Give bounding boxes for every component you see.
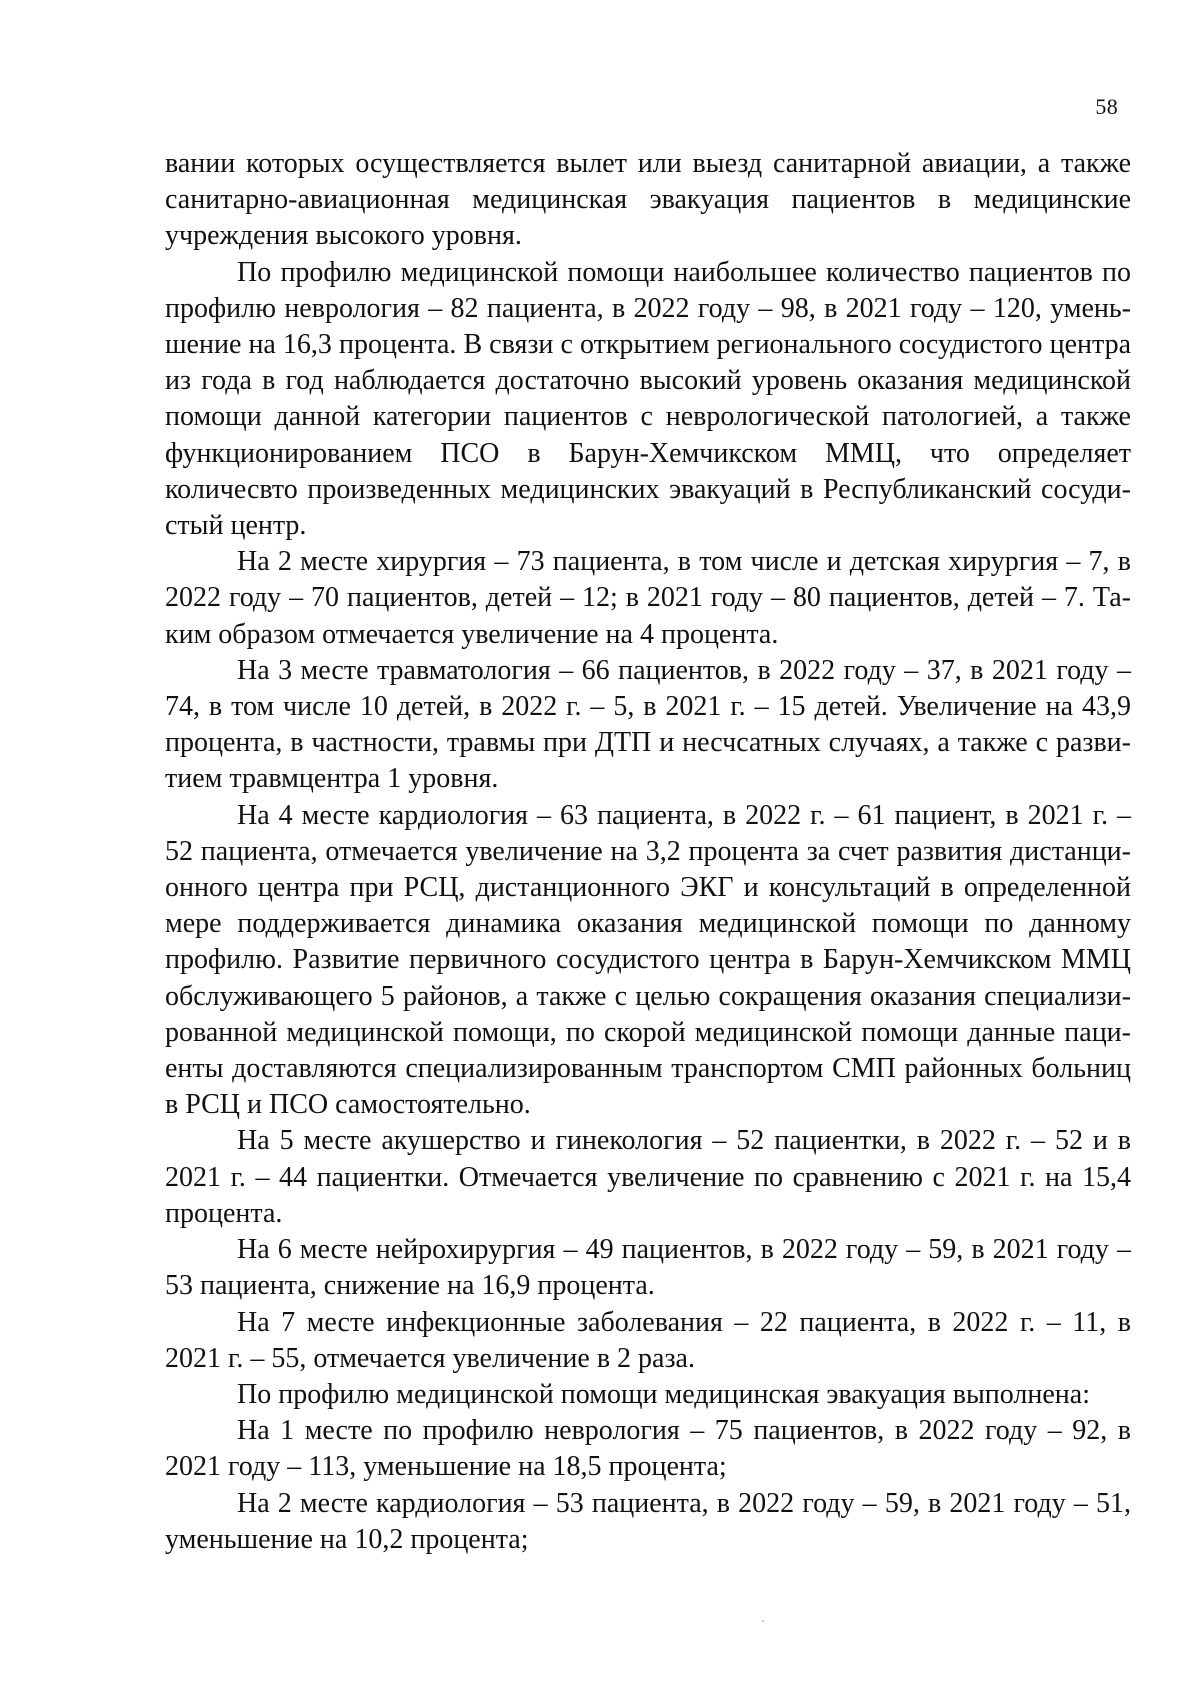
paragraph-neurology-profile: По профилю медицинской помощи наибольшее количество пациентов по профилю неврология – 82 пациента, в 2022 году – 98, в 2021 году – 120, уменьшение на 16,3 процента. В связи с открытием регионального сосудистого центра из года в год наблюдается достаточно высокий уровень оказания медицинской помощи данной категории пациентов с неврологической патологией, а также функционированием ПСО в Барун-Хемчикском ММЦ, что определяет количесвто произведенных медицинских эвакуаций в Республиканский сосудистый центр. [165,256,1131,542]
page-number: 58 [1095,94,1118,119]
paragraph-evacuation-neurology: На 1 месте по профилю неврология – 75 пациентов, в 2022 году – 92, в 2021 году – 113, уменьшение на 18,5 процента; [165,1415,1131,1483]
paragraph-continuation: вании которых осуществляется вылет или выезд санитарной авиации, а также санитарно-авиационная медицинская эвакуация пациентов в медицинские учреждения высокого уровня. [165,148,1131,252]
paragraph-cardiology: На 4 месте кардиология – 63 пациента, в 2022 г. – 61 пациент, в 2021 г. – 52 пациента, отмечается увеличение на 3,2 процента за счет развития дистанционного центра при РСЦ, дистанционного ЭКГ и консультаций в определенной мере поддерживается динамика оказания медицинской помощи по данному профилю. Развитие первичного сосудистого центра в Барун-Хемчикском ММЦ обслуживающего 5 районов, а также с целью сокращения оказания специализированной медицинской помощи, по скорой медицинской помощи данные пациенты доставляются специализированным транспортом СМП районных больниц в РСЦ и ПСО самостоятельно. [165,799,1131,1121]
scan-speck [762,1620,764,1622]
paragraph-evacuation-cardiology: На 2 месте кардиология – 53 пациента, в 2022 году – 59, в 2021 году – 51, уменьшение на 10,2 процента; [165,1487,1131,1555]
paragraph-infectious: На 7 месте инфекционные заболевания – 22 пациента, в 2022 г. – 11, в 2021 г. – 55, отмечается увеличение в 2 раза. [165,1306,1131,1374]
paragraph-traumatology: На 3 месте травматология – 66 пациентов, в 2022 году – 37, в 2021 году – 74, в том числе 10 детей, в 2022 г. – 5, в 2021 г. – 15 детей. Увеличение на 43,9 процента, в частности, травмы при ДТП и несчсатных случаях, а также с развитием травмцентра 1 уровня. [165,654,1131,795]
paragraph-surgery: На 2 месте хирургия – 73 пациента, в том числе и детская хирургия – 7, в 2022 году – 70 пациентов, детей – 12; в 2021 году – 80 пациентов, детей – 7. Таким образом отмечается увеличение на 4 процента. [165,546,1131,650]
body-text [165,146,1131,1558]
paragraph-obstetrics: На 5 месте акушерство и гинекология – 52 пациентки, в 2022 г. – 52 и в 2021 г. – 44 пациентки. Отмечается увеличение по сравнению с 2021 г. на 15,4 процента. [165,1125,1131,1229]
paragraph-evacuation-intro: По профилю медицинской помощи медицинская эвакуация выполнена: [237,1378,1091,1410]
paragraph-neurosurgery: На 6 месте нейрохирургия – 49 пациентов, в 2022 году – 59, в 2021 году – 53 пациента, снижение на 16,9 процента. [165,1234,1131,1302]
